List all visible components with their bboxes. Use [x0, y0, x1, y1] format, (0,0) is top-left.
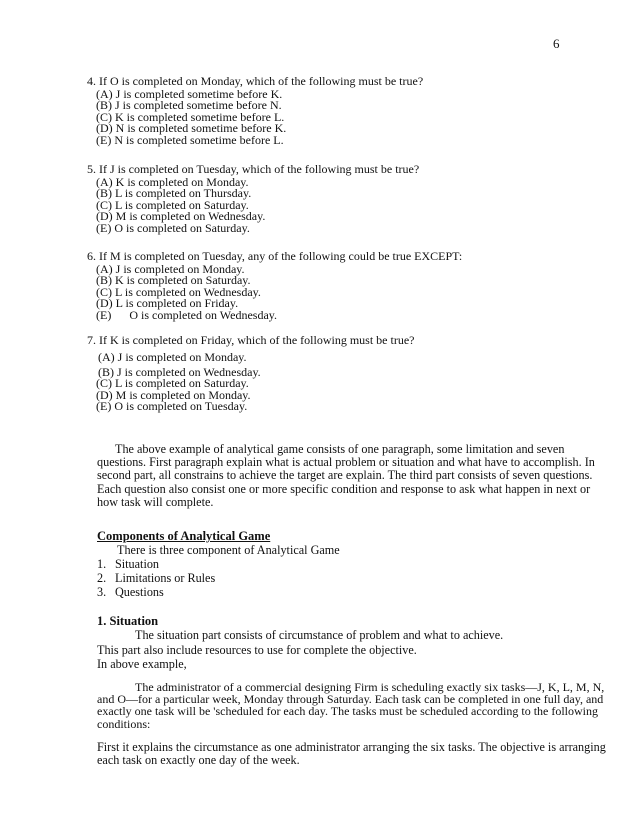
- situation-line-3: In above example,: [97, 657, 187, 671]
- option: (C) L is completed on Saturday.: [96, 197, 249, 212]
- option: (D) M is completed on Monday.: [96, 387, 251, 402]
- situation-heading: 1. Situation: [97, 614, 159, 628]
- option: (E) O is completed on Tuesday.: [96, 399, 248, 414]
- option: (E) O is completed on Wednesday.: [96, 307, 277, 322]
- question-7-options: [96, 367, 261, 413]
- option: (E) O is completed on Saturday.: [96, 220, 250, 235]
- question-5-stem: 5. If J is completed on Tuesday, which of the following must be true?: [87, 162, 420, 176]
- question-6-stem: 6. If M is completed on Tuesday, any of the following could be true EXCEPT:: [87, 249, 463, 263]
- option: (D) M is completed on Wednesday.: [96, 209, 266, 224]
- question-6-options: [96, 264, 277, 321]
- option: (C) L is completed on Wednesday.: [96, 284, 261, 299]
- option: (A) J is completed on Monday.: [98, 350, 247, 364]
- option: (E) N is completed sometime before L.: [96, 132, 284, 147]
- components-heading: Components of Analytical Game: [97, 529, 271, 543]
- components-list: [97, 557, 215, 600]
- option: (D) L is completed on Friday.: [96, 296, 239, 311]
- question-4-options: [96, 89, 286, 146]
- situation-quote: The administrator of a commercial designing Firm is scheduling exactly six tasks—J, K, L, M, N, and O—for a particular week, Monday through Saturday. Each task can be completed in one full day, and exactly one task will be 'scheduled for each day. The tasks must be scheduled according to the following conditions:: [97, 680, 605, 731]
- page-number: 6: [553, 36, 560, 51]
- option: (B) J is completed sometime before N.: [96, 98, 282, 113]
- option: (D) N is completed sometime before K.: [96, 121, 287, 136]
- question-5-options: [96, 177, 265, 234]
- list-item: 2. Limitations or Rules: [97, 571, 216, 586]
- explanation-paragraph: The above example of analytical game consists of one paragraph, some limitation and seven questions. First paragraph explain what is actual problem or situation and what have to accomplish. In second part, all constrains to achieve the target are explain. The third part consists of seven questions. Each question also consist one or more specific condition and response to ask what happen in next or how task will complete.: [97, 442, 595, 509]
- option: (A) K is completed on Monday.: [96, 175, 249, 189]
- question-4-stem: 4. If O is completed on Monday, which of the following must be true?: [87, 74, 424, 88]
- situation-line-1: The situation part consists of circumstance of problem and what to achieve.: [135, 628, 504, 642]
- option: (C) L is completed on Saturday.: [96, 376, 249, 391]
- situation-conclusion: First it explains the circumstance as one administrator arranging the six tasks. The objective is arranging each task on exactly one day of the week.: [97, 740, 606, 768]
- option: (A) J is completed on Monday.: [96, 262, 245, 276]
- option: (B) J is completed on Wednesday.: [98, 365, 261, 379]
- list-item: 3. Questions: [97, 585, 164, 600]
- question-7-stem: 7. If K is completed on Friday, which of the following must be true?: [87, 333, 415, 347]
- option: (A) J is completed sometime before K.: [96, 87, 283, 101]
- option: (B) L is completed on Thursday.: [96, 186, 252, 201]
- option: (C) K is completed sometime before L.: [96, 109, 285, 124]
- components-intro: There is three component of Analytical Game: [117, 543, 340, 557]
- situation-line-2: This part also include resources to use for complete the objective.: [97, 643, 417, 657]
- list-item: 1. Situation: [97, 557, 160, 571]
- option: (B) K is completed on Saturday.: [96, 273, 251, 288]
